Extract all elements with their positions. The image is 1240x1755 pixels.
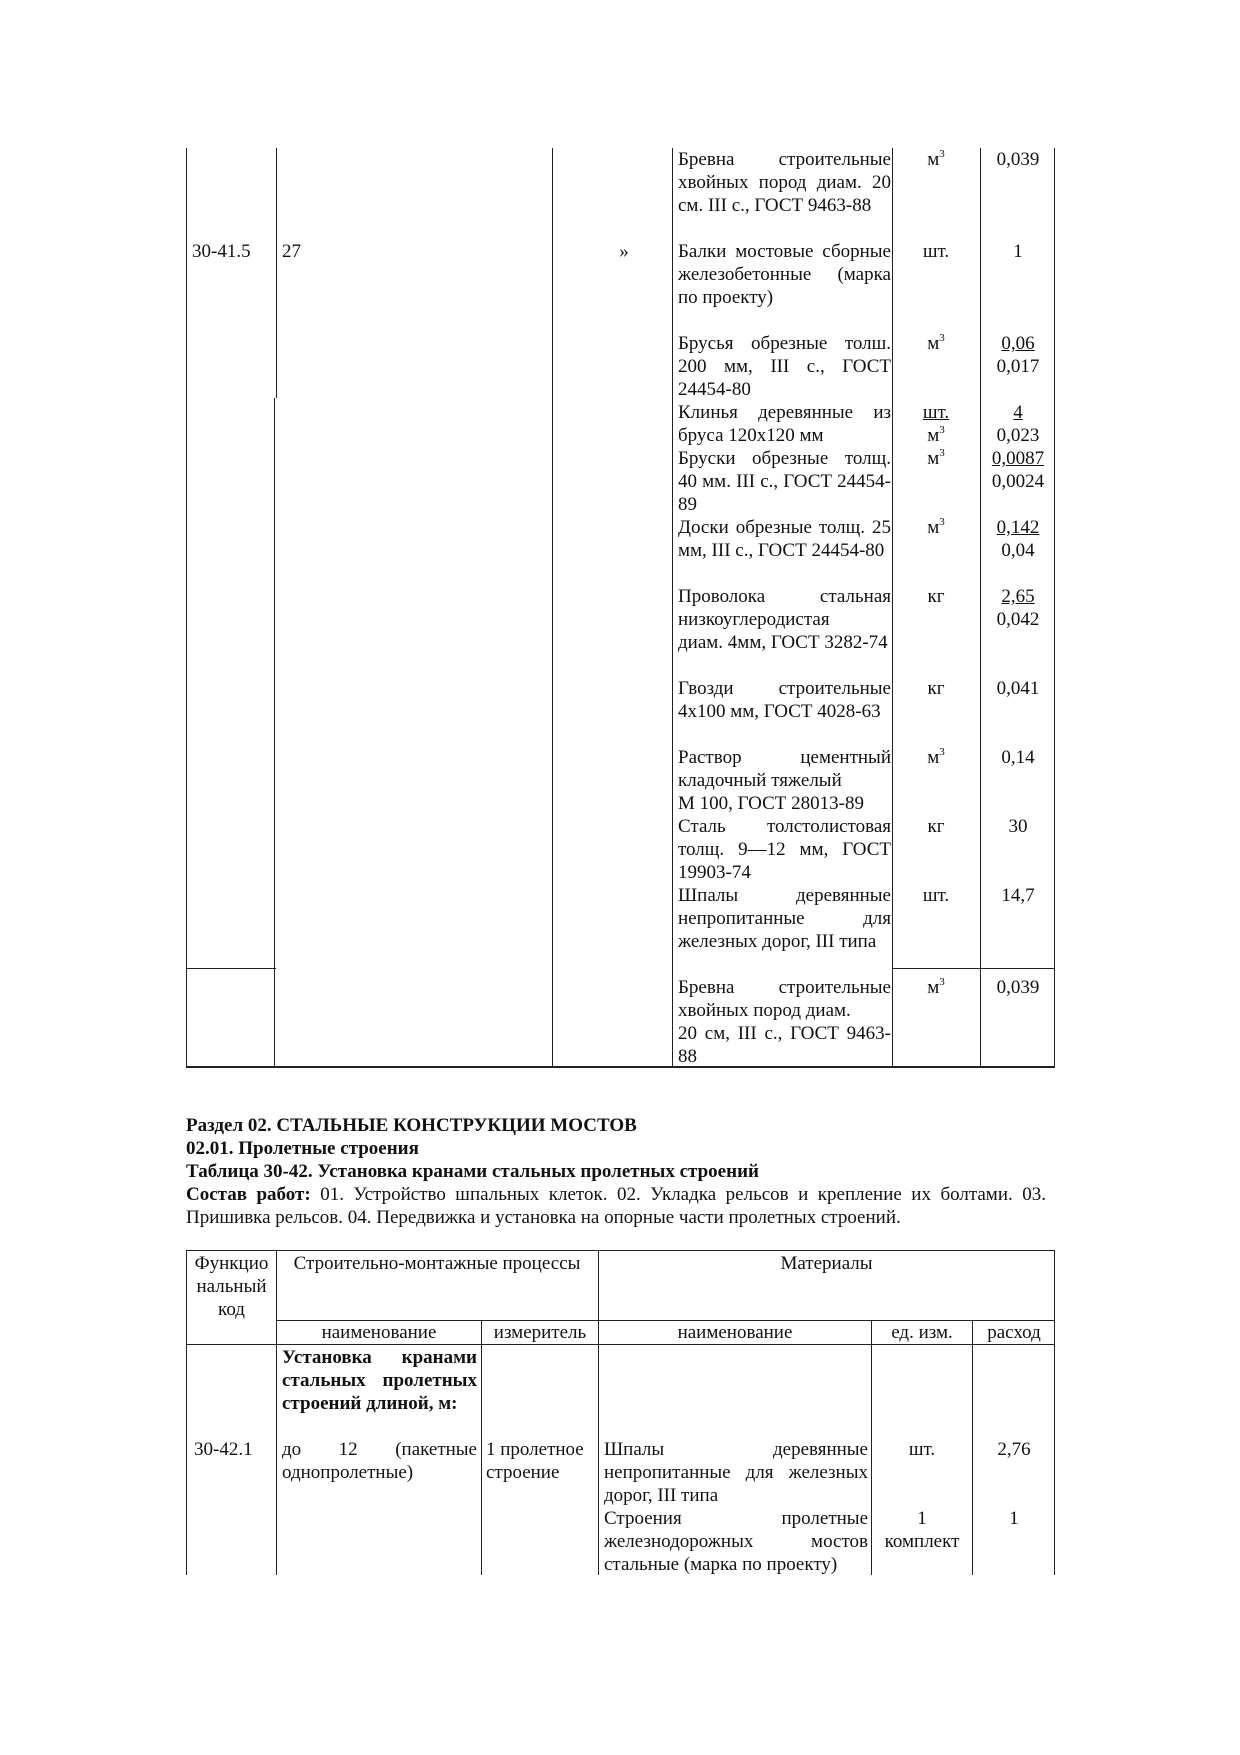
material-unit: шт. $м^3$ <box>922 402 950 446</box>
table-border <box>972 1320 973 1575</box>
material-unit: кг <box>927 678 945 699</box>
material-name: Проволока стальная низкоуглеродистая диам. 4мм, ГОСТ 3282-74 <box>678 586 891 653</box>
table-border <box>672 148 673 1068</box>
material-qty: 14,7 <box>1001 885 1035 906</box>
table-border <box>481 1320 482 1575</box>
material-name: Раствор цементный кладочный тяжелый М 100, ГОСТ 28013-89 <box>678 747 891 814</box>
material-name: Клинья деревянные из бруса 120х120 мм <box>678 402 891 446</box>
header-func-code: Функцио нальный код <box>194 1253 269 1320</box>
group-title: Установка кранами стальных пролетных строений длиной, м: <box>282 1347 477 1414</box>
header-materials: Материалы <box>780 1253 873 1274</box>
work-composition: Состав работ: 01. Устройство шпальных клеток. 02. Укладка рельсов и крепление их болтами. 03. Пришивка рельсов. 04. Передвижка и установка на опорные части пролетных строений. <box>186 1184 1046 1228</box>
section-title: Раздел 02. СТАЛЬНЫЕ КОНСТРУКЦИИ МОСТОВ <box>186 1115 637 1136</box>
material-name: Балки мостовые сборные железобетонные (марка по проекту) <box>678 241 891 308</box>
material-qty: 0,039 <box>996 977 1040 998</box>
header-processes: Строительно-монтажные процессы <box>293 1253 581 1274</box>
measure-ditto: » <box>619 241 629 262</box>
material-unit: 1 комплект <box>884 1508 960 1552</box>
material-qty: 4 0,023 <box>996 402 1040 446</box>
table-border <box>598 1250 599 1575</box>
material-unit: шт. <box>922 241 950 262</box>
material-name: Шпалы деревянные непропитанные для железных дорог, III типа <box>604 1439 868 1506</box>
material-name: Гвозди строительные 4х100 мм, ГОСТ 4028-63 <box>678 678 891 722</box>
material-unit: $м^3$ <box>927 976 945 998</box>
function-code: 30-41.5 <box>192 241 251 262</box>
material-qty: 30 <box>1008 816 1028 837</box>
material-qty: 1 <box>1009 1508 1019 1529</box>
row-separator <box>892 968 1054 969</box>
material-unit: $м^3$ <box>927 332 945 354</box>
material-name: Доски обрезные толщ. 25 мм, III с., ГОСТ 24454-80 <box>678 517 891 561</box>
table-border <box>186 1250 187 1575</box>
material-qty: 0,039 <box>996 149 1040 170</box>
material-name: Шпалы деревянные непропитанные для железных дорог, III типа <box>678 885 891 952</box>
row-separator <box>186 968 276 969</box>
process-name: до 12 (пакетные однопролетные) <box>282 1439 477 1483</box>
table-border <box>276 148 277 398</box>
materials-table-30-41 <box>186 148 1055 1068</box>
material-qty: 1 <box>1013 241 1023 262</box>
subsection-title: 02.01. Пролетные строения <box>186 1138 419 1159</box>
material-unit: $м^3$ <box>927 148 945 170</box>
material-unit: кг <box>927 586 945 607</box>
table-border <box>276 1250 277 1575</box>
material-qty: 0,14 <box>1001 747 1035 768</box>
material-qty: 2,76 <box>997 1439 1031 1460</box>
process-number: 27 <box>282 241 301 262</box>
material-name: Сталь толстолистовая толщ. 9—12 мм, ГОСТ 19903-74 <box>678 816 891 883</box>
material-name: Бревна строительные хвойных пород диам. 20 см, III с., ГОСТ 9463-88 <box>678 977 891 1067</box>
material-qty: 0,06 0,017 <box>996 333 1040 377</box>
table-border <box>871 1320 872 1575</box>
table-border <box>186 1250 1055 1251</box>
material-name: Строения пролетные железнодорожных мостов стальные (марка по проекту) <box>604 1508 868 1575</box>
function-code: 30-42.1 <box>194 1439 253 1460</box>
material-unit: $м^3$ <box>927 516 945 538</box>
materials-table-30-42 <box>186 1250 1055 1575</box>
material-qty: 0,041 <box>996 678 1040 699</box>
material-name: Брусья обрезные толш. 200 мм, III с., ГОСТ 24454-80 <box>678 333 891 400</box>
material-name: Бруски обрезные толщ. 40 мм. III с., ГОСТ 24454-89 <box>678 448 891 515</box>
header-consumption: расход <box>987 1322 1041 1343</box>
material-unit: шт. <box>908 1439 936 1460</box>
material-unit: $м^3$ <box>927 746 945 768</box>
header-material-name: наименование <box>677 1322 793 1343</box>
table-border <box>552 148 553 1068</box>
table-border <box>186 148 187 1068</box>
material-qty: 2,65 0,042 <box>996 586 1040 630</box>
header-unit: ед. изм. <box>891 1322 953 1343</box>
table-bottom-border <box>186 1066 1055 1068</box>
material-qty: 0,142 0,04 <box>996 517 1040 561</box>
header-measure: измеритель <box>493 1322 587 1343</box>
table-border <box>892 148 893 1068</box>
material-unit: $м^3$ <box>927 447 945 469</box>
header-process-name: наименование <box>321 1322 437 1343</box>
material-unit: шт. <box>922 885 950 906</box>
table-border <box>1054 1250 1055 1575</box>
material-name: Бревна строительные хвойных пород диам. 20 см. III с., ГОСТ 9463-88 <box>678 149 891 216</box>
material-unit: кг <box>927 816 945 837</box>
process-measure: 1 пролетное строение <box>486 1439 584 1483</box>
table-border <box>186 1344 1055 1345</box>
table-title: Таблица 30-42. Установка кранами стальных пролетных строений <box>186 1161 759 1182</box>
material-qty: 0,0087 0,0024 <box>991 448 1045 492</box>
